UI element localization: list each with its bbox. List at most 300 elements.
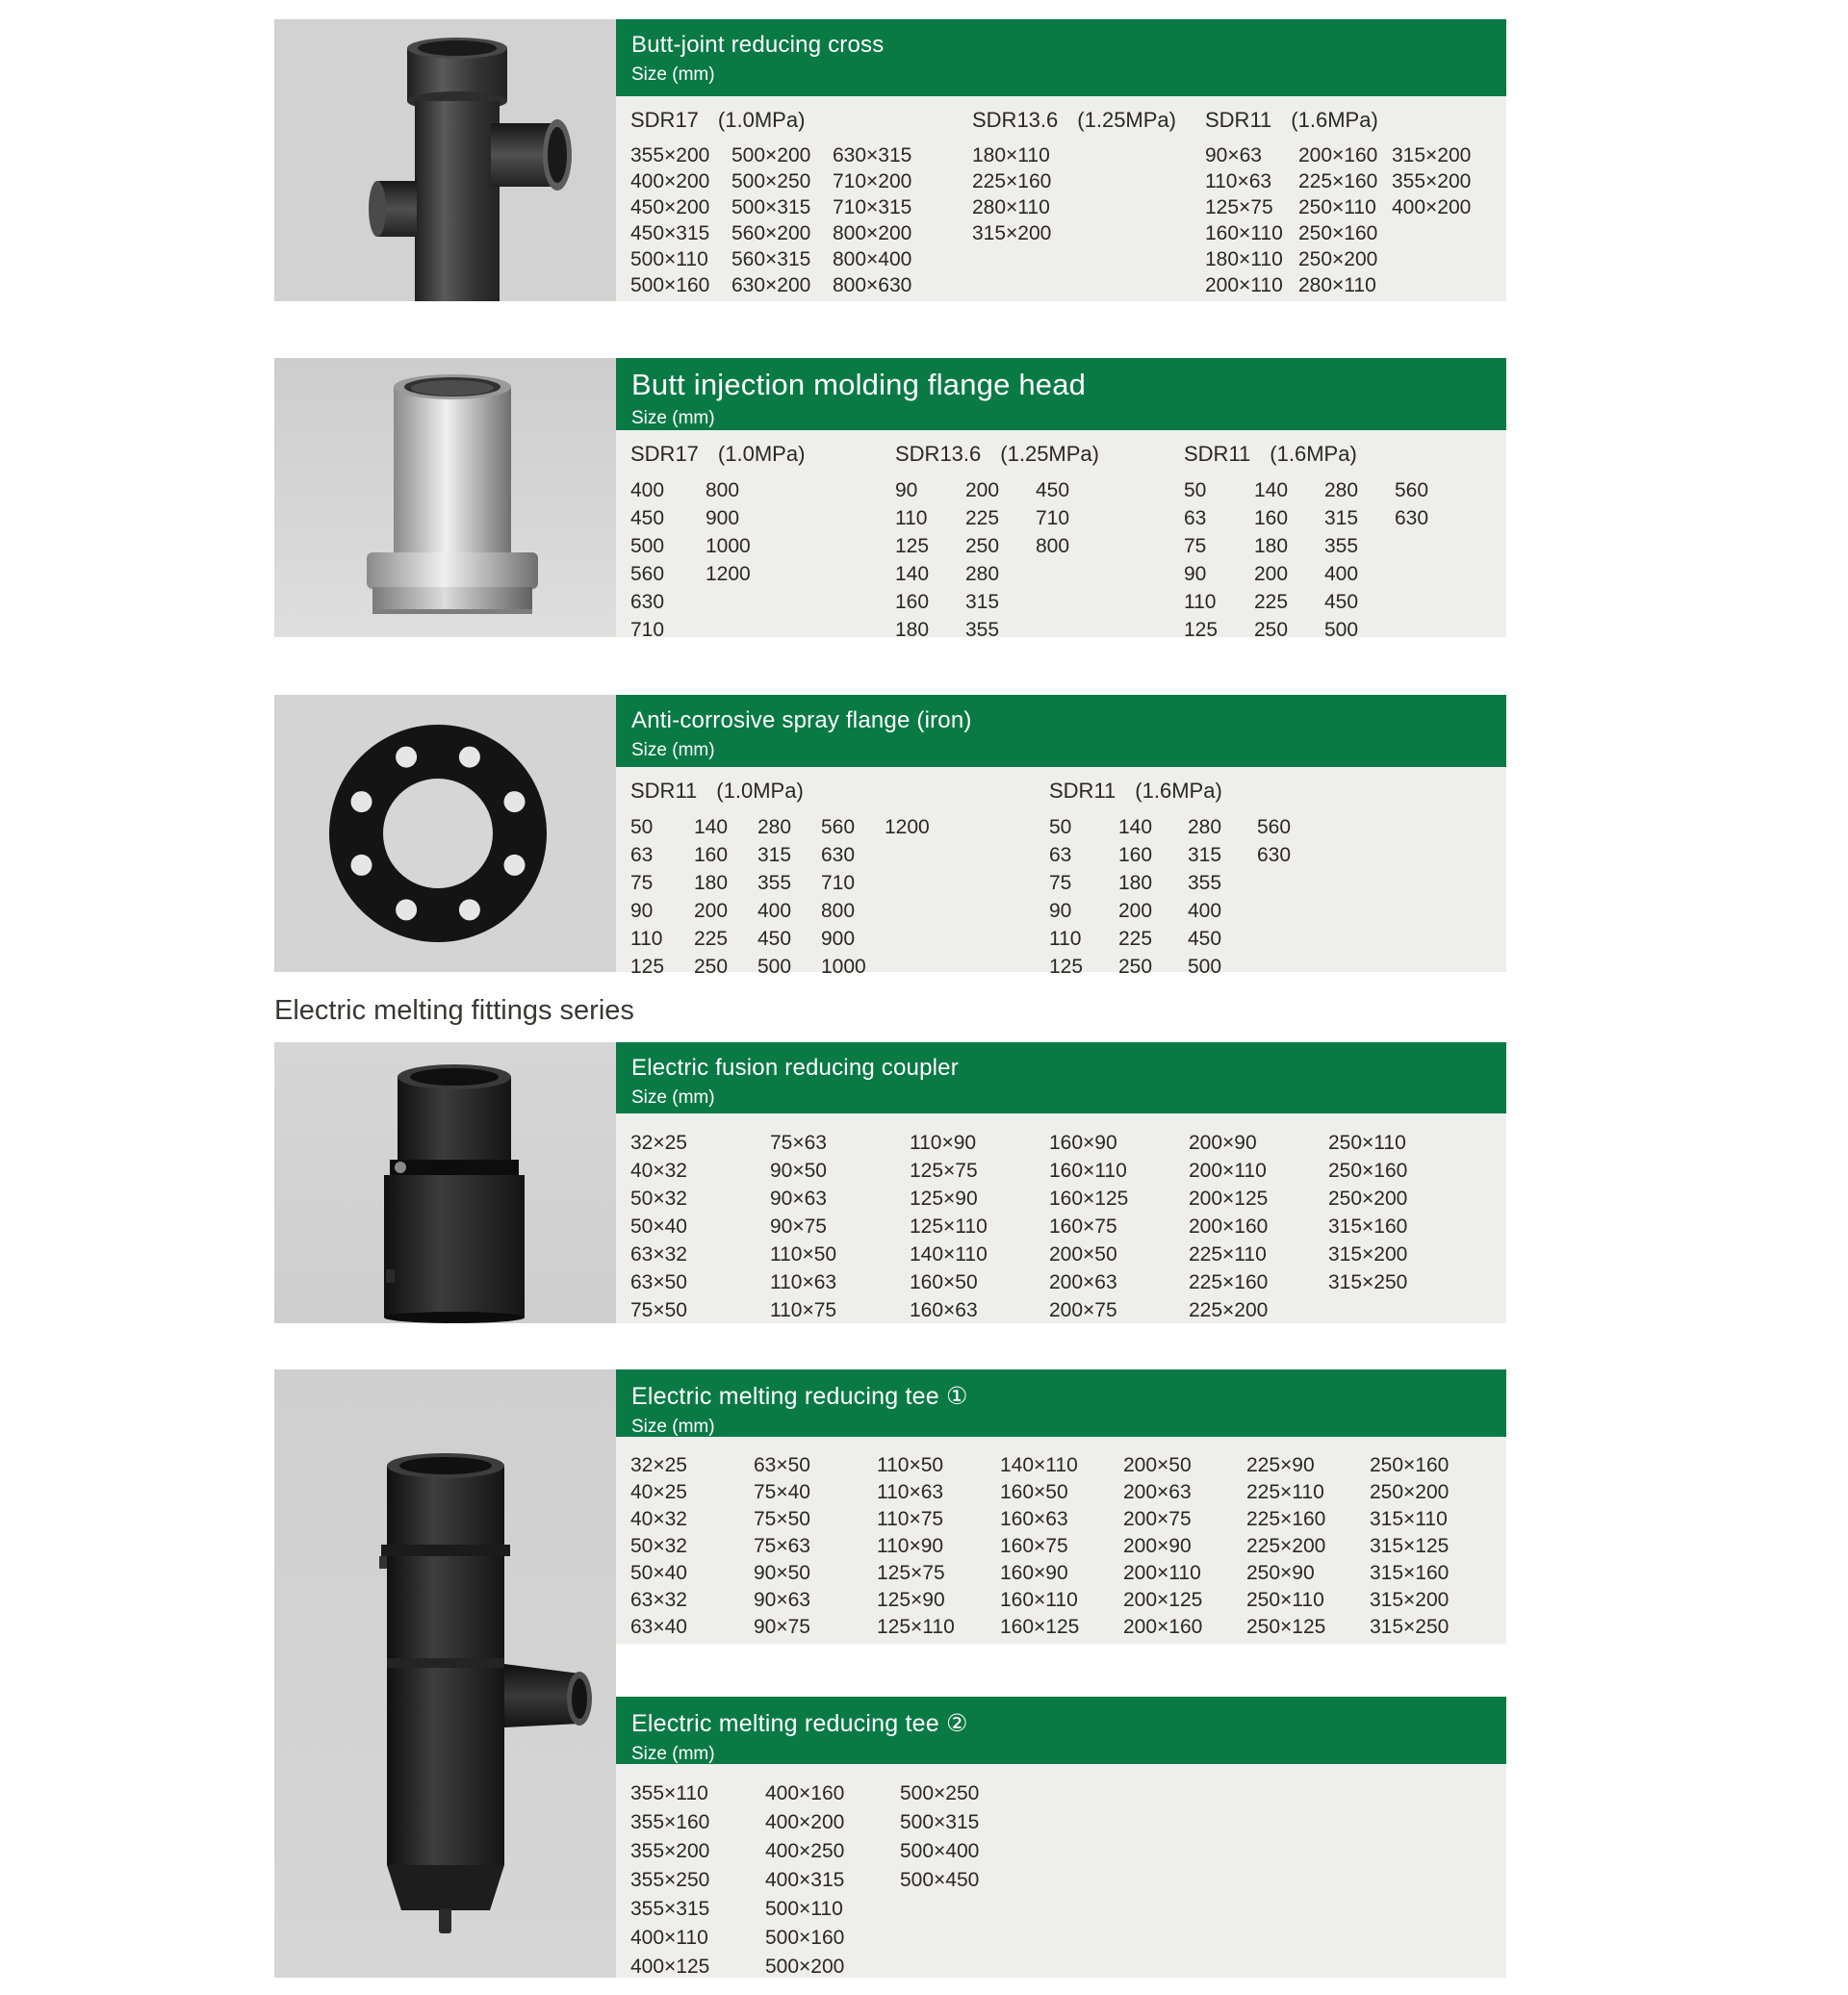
size-value: 250×200 (1298, 248, 1378, 270)
size-value: 315×160 (1328, 1215, 1408, 1238)
size-value: 710 (1036, 507, 1070, 529)
size-value: 500×250 (900, 1782, 980, 1804)
size-value: 450×200 (630, 196, 710, 218)
size-value: 200×160 (1189, 1215, 1269, 1238)
size-value: 225×160 (1298, 170, 1378, 192)
size-value: 500×315 (900, 1811, 980, 1833)
size-column (1257, 813, 1326, 981)
size-value: 250×110 (1328, 1132, 1406, 1154)
size-columns (616, 1764, 1506, 1982)
section-header (616, 19, 1506, 96)
size-value: 560×200 (732, 222, 811, 244)
size-column (754, 1452, 877, 1641)
size-value: 400×315 (765, 1869, 845, 1891)
size-value: 200×160 (1298, 144, 1378, 166)
size-columns (1049, 813, 1326, 981)
size-value: 630×315 (833, 144, 912, 166)
size-value: 110×63 (877, 1481, 944, 1503)
size-value: 160 (1118, 844, 1153, 866)
size-value: 560 (1257, 816, 1292, 838)
size-value: 250×160 (1298, 222, 1378, 244)
size-value: 710×200 (833, 170, 912, 192)
size-value: 75×40 (754, 1481, 810, 1503)
sdr-group-sdr11-10mpa (630, 779, 948, 981)
size-value: 50×40 (630, 1562, 687, 1584)
size-value: 200 (694, 900, 729, 922)
product-image-panel (274, 695, 616, 972)
size-value: 315×200 (1392, 144, 1472, 166)
size-value: 75 (630, 872, 654, 894)
size-value: 250 (1254, 619, 1289, 641)
size-unit-label: Size (mm) (631, 740, 715, 760)
size-value: 800×400 (833, 248, 912, 270)
size-value: 50 (1049, 816, 1072, 838)
size-value: 90 (1184, 563, 1207, 585)
size-value: 110×75 (877, 1508, 944, 1530)
size-column (885, 813, 948, 981)
sdr-group-sdr11-16mpa (1049, 779, 1326, 981)
sdr-group-sdr11 (1184, 442, 1465, 644)
size-value: 1200 (885, 816, 930, 838)
sdr-group-sdr13-6 (895, 442, 1106, 644)
size-column (706, 476, 781, 644)
size-value: 355×200 (1392, 170, 1472, 192)
size-value: 1000 (821, 956, 866, 978)
size-value: 450 (1324, 591, 1359, 613)
size-value: 110×50 (877, 1454, 944, 1476)
section-title: Anti-corrosive spray flange (iron) (631, 707, 972, 733)
size-value: 900 (706, 507, 740, 529)
size-value: 225 (1254, 591, 1289, 613)
size-value: 140 (694, 816, 729, 838)
size-value: 1200 (706, 563, 751, 585)
size-value: 800 (821, 900, 856, 922)
size-value: 560×315 (732, 248, 811, 270)
pressure-rating: (1.25MPa) (1077, 108, 1176, 132)
sdr-group-sdr17 (630, 108, 934, 298)
size-value: 800×630 (833, 274, 912, 296)
sdr-rating: SDR11 (1049, 779, 1116, 803)
sdr-group-sdr11 (1205, 108, 1485, 298)
size-value: 90×63 (770, 1188, 827, 1210)
size-column (900, 1779, 1035, 1982)
size-column (1324, 476, 1395, 644)
size-value: 400 (757, 900, 792, 922)
product-image-panel (274, 1042, 616, 1323)
size-value: 355×200 (630, 1840, 710, 1862)
size-value: 50×32 (630, 1535, 687, 1557)
size-value: 75×63 (770, 1132, 827, 1154)
size-value: 63×50 (630, 1271, 687, 1293)
size-value: 225×110 (1189, 1243, 1267, 1266)
size-value: 315×250 (1328, 1271, 1408, 1293)
size-value: 160×50 (910, 1271, 978, 1293)
size-value: 710 (630, 619, 665, 641)
size-value: 50×40 (630, 1215, 687, 1238)
section-title: Electric melting reducing tee ② (631, 1710, 968, 1737)
size-value: 225 (1118, 928, 1153, 950)
size-unit-label: Size (mm) (631, 1087, 715, 1108)
size-unit-label: Size (mm) (631, 408, 715, 428)
size-value: 180 (1254, 535, 1289, 557)
size-value: 40×32 (630, 1160, 687, 1182)
section-melting-tee-block (274, 1369, 1506, 1978)
size-value: 400×250 (765, 1840, 845, 1862)
size-value: 140×110 (910, 1243, 988, 1266)
size-value: 160 (1254, 507, 1289, 529)
size-value: 315×110 (1370, 1508, 1448, 1530)
size-value: 75×50 (630, 1299, 687, 1321)
size-value: 200 (1118, 900, 1153, 922)
size-column (1392, 142, 1485, 298)
size-value: 200 (965, 479, 1000, 501)
pressure-rating: (1.0MPa) (717, 108, 806, 132)
size-table (616, 1764, 1506, 1978)
size-value: 200×75 (1123, 1508, 1192, 1530)
size-value: 75 (1184, 535, 1207, 557)
size-column (630, 1129, 770, 1324)
size-table (616, 430, 1506, 641)
size-value: 630 (630, 591, 665, 613)
size-value: 180 (895, 619, 930, 641)
size-value: 75×63 (754, 1535, 810, 1557)
size-value: 315 (1188, 844, 1222, 866)
size-value: 200×125 (1189, 1188, 1269, 1210)
size-value: 500×160 (630, 274, 710, 296)
size-value: 160×63 (1000, 1508, 1068, 1530)
size-value: 125×90 (877, 1589, 945, 1611)
reducing-cross-photo (274, 19, 616, 301)
size-value: 400×200 (1392, 196, 1472, 218)
size-value: 315×160 (1370, 1562, 1450, 1584)
size-value: 50×32 (630, 1188, 687, 1210)
size-value: 400×125 (630, 1956, 710, 1978)
size-value: 500×315 (732, 196, 811, 218)
size-columns (630, 476, 805, 644)
size-value: 90×63 (1205, 144, 1262, 166)
size-value: 200×63 (1049, 1271, 1117, 1293)
size-value: 90 (1049, 900, 1072, 922)
size-value: 630 (821, 844, 856, 866)
size-value: 280 (757, 816, 792, 838)
size-value: 160×63 (910, 1299, 978, 1321)
flange-head-photo (274, 358, 616, 637)
size-value: 110×90 (910, 1132, 977, 1154)
size-column (877, 1452, 1000, 1641)
size-value: 180×110 (972, 144, 1050, 166)
size-value: 160×50 (1000, 1481, 1068, 1503)
size-value: 200×110 (1189, 1160, 1267, 1182)
section-header (616, 1369, 1506, 1437)
size-value: 50 (1184, 479, 1207, 501)
size-value: 200×110 (1205, 274, 1283, 296)
size-column (833, 142, 934, 298)
product-image-panel (274, 1369, 616, 1978)
size-value: 160×110 (1049, 1160, 1127, 1182)
size-value: 125×90 (910, 1188, 978, 1210)
size-value: 125 (1184, 619, 1219, 641)
size-value: 160×75 (1000, 1535, 1068, 1557)
size-value: 280×110 (972, 196, 1050, 218)
size-value: 200×90 (1123, 1535, 1192, 1557)
size-column (630, 1452, 754, 1641)
section-melting-tee-2 (616, 1697, 1506, 1978)
size-value: 180 (1118, 872, 1153, 894)
size-value: 75 (1049, 872, 1072, 894)
size-value: 225×160 (1189, 1271, 1269, 1293)
size-value: 200×50 (1049, 1243, 1117, 1266)
size-value: 280 (1188, 816, 1222, 838)
size-column (1049, 1129, 1189, 1324)
size-value: 355×110 (630, 1782, 708, 1804)
size-table (616, 1437, 1506, 1644)
size-value: 50 (630, 816, 654, 838)
size-value: 75×50 (754, 1508, 810, 1530)
size-value: 800 (706, 479, 740, 501)
size-value: 500×400 (900, 1840, 980, 1862)
size-value: 63×40 (630, 1616, 687, 1638)
size-table (616, 767, 1506, 978)
pressure-rating: (1.0MPa) (717, 442, 806, 466)
size-value: 32×25 (630, 1132, 687, 1154)
size-unit-label: Size (mm) (631, 1744, 715, 1764)
size-value: 500 (630, 535, 665, 557)
size-value: 32×25 (630, 1454, 687, 1476)
size-value: 250×160 (1370, 1454, 1450, 1476)
size-column (1188, 813, 1257, 981)
size-value: 160×90 (1000, 1562, 1068, 1584)
size-value: 250×110 (1298, 196, 1376, 218)
size-column (1298, 142, 1392, 298)
size-value: 560 (630, 563, 665, 585)
size-value: 225 (965, 507, 1000, 529)
section-title: Butt injection molding flange head (631, 368, 1087, 401)
size-value: 500×200 (732, 144, 811, 166)
size-value: 560 (1395, 479, 1429, 501)
size-value: 500×110 (765, 1898, 843, 1920)
size-value: 160 (694, 844, 729, 866)
size-value: 250×125 (1246, 1616, 1326, 1638)
size-value: 500×450 (900, 1869, 980, 1891)
size-value: 125×75 (877, 1562, 945, 1584)
size-value: 140×110 (1000, 1454, 1078, 1476)
size-value: 125×75 (1205, 196, 1273, 218)
pressure-rating: (1.6MPa) (1135, 779, 1222, 803)
size-value: 90×50 (770, 1160, 827, 1182)
size-column (630, 1779, 765, 1982)
size-value: 630 (1395, 507, 1429, 529)
size-value: 800×200 (833, 222, 912, 244)
size-value: 355×315 (630, 1898, 710, 1920)
size-column (895, 476, 965, 644)
size-column (965, 476, 1036, 644)
size-value: 40×25 (630, 1481, 687, 1503)
pressure-rating: (1.6MPa) (1270, 442, 1357, 466)
size-value: 90 (630, 900, 654, 922)
size-value: 500×160 (765, 1927, 845, 1949)
melting-tee-photo (274, 1369, 616, 1978)
size-value: 225×90 (1246, 1454, 1315, 1476)
size-value: 63×50 (754, 1454, 810, 1476)
section-title: Butt-joint reducing cross (631, 32, 885, 58)
section-melting-tee-1 (616, 1369, 1506, 1644)
size-value: 140 (895, 563, 930, 585)
size-value: 110×63 (1205, 170, 1272, 192)
size-value: 160×110 (1000, 1589, 1078, 1611)
size-value: 450×315 (630, 222, 710, 244)
size-value: 125×110 (910, 1215, 988, 1238)
size-value: 400 (630, 479, 665, 501)
sdr-rating: SDR11 (1184, 442, 1251, 466)
size-value: 225×200 (1246, 1535, 1326, 1557)
section-title: Electric melting reducing tee ① (631, 1383, 968, 1410)
size-columns (1205, 142, 1485, 298)
size-value: 355 (757, 872, 792, 894)
size-value: 225×160 (972, 170, 1052, 192)
size-value: 200×63 (1123, 1481, 1192, 1503)
size-value: 710×315 (833, 196, 912, 218)
size-value: 63×32 (630, 1243, 687, 1266)
size-value: 225×110 (1246, 1481, 1324, 1503)
sdr-rating: SDR13.6 (895, 442, 982, 466)
size-value: 110×75 (770, 1299, 837, 1321)
size-value: 200×160 (1123, 1616, 1203, 1638)
product-image-panel (274, 19, 616, 301)
size-column (1184, 476, 1254, 644)
size-value: 125 (630, 956, 665, 978)
size-column (1254, 476, 1324, 644)
size-column (765, 1779, 900, 1982)
pressure-rating: (1.0MPa) (716, 779, 804, 803)
size-column (1000, 1452, 1123, 1641)
spray-flange-photo (274, 695, 616, 972)
size-value: 315×200 (1370, 1589, 1450, 1611)
sdr-group-sdr17 (630, 442, 805, 644)
size-value: 280 (965, 563, 1000, 585)
size-value: 250 (965, 535, 1000, 557)
size-table (616, 96, 1506, 301)
sdr-rating: SDR11 (630, 779, 698, 803)
size-unit-label: Size (mm) (631, 1417, 715, 1437)
size-value: 110 (630, 928, 663, 950)
size-value: 900 (821, 928, 856, 950)
size-value: 560 (821, 816, 856, 838)
size-value: 63 (630, 844, 654, 866)
size-value: 110 (1049, 928, 1082, 950)
product-image-panel (274, 358, 616, 637)
size-value: 315 (757, 844, 792, 866)
size-value: 800 (1036, 535, 1070, 557)
size-column (1328, 1129, 1468, 1324)
size-column (972, 142, 1126, 246)
size-table (616, 1113, 1506, 1323)
size-column (1123, 1452, 1246, 1641)
size-columns (895, 476, 1106, 644)
section-header (616, 1042, 1506, 1113)
size-value: 250×160 (1328, 1160, 1408, 1182)
size-column (1118, 813, 1188, 981)
size-value: 500×110 (630, 248, 708, 270)
sdr-rating: SDR11 (1205, 108, 1272, 132)
section-fusion-coupler (274, 1042, 1506, 1323)
section-gap (616, 1644, 1506, 1697)
size-column (757, 813, 821, 981)
size-value: 315×125 (1370, 1535, 1450, 1557)
size-value: 160×90 (1049, 1132, 1117, 1154)
size-value: 280×110 (1298, 274, 1376, 296)
size-value: 355×160 (630, 1811, 710, 1833)
size-value: 110 (895, 507, 928, 529)
size-columns (616, 1437, 1506, 1641)
size-value: 630×200 (732, 274, 811, 296)
size-value: 225×200 (1189, 1299, 1269, 1321)
size-value: 355 (1188, 872, 1222, 894)
size-value: 450 (630, 507, 665, 529)
size-value: 125 (1049, 956, 1084, 978)
size-value: 400×200 (765, 1811, 845, 1833)
size-value: 90×75 (754, 1616, 810, 1638)
pressure-rating: (1.6MPa) (1291, 108, 1378, 132)
size-columns (1184, 476, 1465, 644)
size-value: 400×200 (630, 170, 710, 192)
size-value: 500 (1324, 619, 1359, 641)
size-value: 500 (757, 956, 792, 978)
size-value: 90×50 (754, 1562, 810, 1584)
size-value: 110×63 (770, 1271, 837, 1293)
size-value: 250×110 (1246, 1589, 1324, 1611)
size-value: 90×75 (770, 1215, 827, 1238)
size-columns (616, 1113, 1506, 1324)
size-value: 160×125 (1000, 1616, 1080, 1638)
size-value: 315 (1324, 507, 1359, 529)
size-value: 400 (1324, 563, 1359, 585)
size-value: 355×250 (630, 1869, 710, 1891)
size-column (732, 142, 833, 298)
size-value: 140 (1254, 479, 1289, 501)
size-value: 200×50 (1123, 1454, 1192, 1476)
size-value: 200×125 (1123, 1589, 1203, 1611)
size-value: 225×160 (1246, 1508, 1326, 1530)
size-value: 110×50 (770, 1243, 837, 1266)
sdr-rating: SDR17 (630, 442, 699, 466)
size-columns (972, 142, 1176, 246)
size-column (630, 142, 732, 298)
sdr-rating: SDR13.6 (972, 108, 1059, 132)
size-value: 450 (1188, 928, 1222, 950)
size-column (1189, 1129, 1328, 1324)
size-value: 125×75 (910, 1160, 978, 1182)
size-value: 180×110 (1205, 248, 1283, 270)
size-value: 40×32 (630, 1508, 687, 1530)
size-value: 63×32 (630, 1589, 687, 1611)
section-title: Electric fusion reducing coupler (631, 1055, 959, 1081)
size-value: 200×110 (1123, 1562, 1201, 1584)
size-value: 315×200 (972, 222, 1052, 244)
size-value: 160 (895, 591, 930, 613)
size-value: 500×200 (765, 1956, 845, 1978)
size-value: 90×63 (754, 1589, 810, 1611)
size-value: 63 (1049, 844, 1072, 866)
size-column (694, 813, 757, 981)
size-value: 250×90 (1246, 1562, 1315, 1584)
size-value: 315×200 (1328, 1243, 1408, 1266)
size-column (1205, 142, 1298, 298)
sdr-rating: SDR17 (630, 108, 699, 132)
size-value: 1000 (706, 535, 751, 557)
size-value: 200 (1254, 563, 1289, 585)
size-value: 630 (1257, 844, 1292, 866)
size-column (1395, 476, 1465, 644)
